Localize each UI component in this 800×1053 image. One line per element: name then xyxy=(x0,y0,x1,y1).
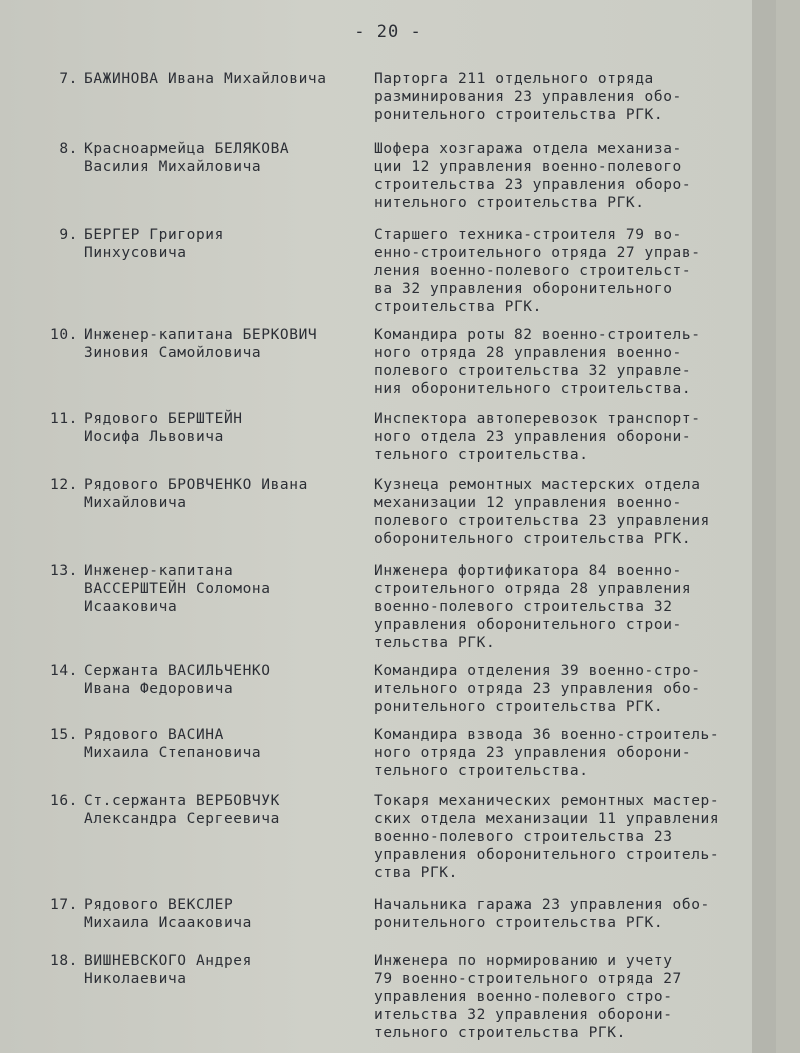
person-name: Рядового БЕРШТЕЙН Иосифа Львовича xyxy=(84,411,243,445)
page-number: - 20 - xyxy=(354,22,422,42)
person-name: БЕРГЕР Григория Пинхусовича xyxy=(84,227,224,261)
position-description: Инженера по нормированию и учету 79 военно-строительного отряда 27 управления военно-полевого стро- ительства 32 управления оборони- тельного строительства РГК. xyxy=(374,953,682,1041)
list-item xyxy=(30,476,770,562)
position-description: Парторга 211 отдельного отряда разминирования 23 управления обо- ронительного строительства РГК. xyxy=(374,71,682,123)
award-list xyxy=(30,70,770,1042)
list-item xyxy=(30,662,770,726)
person-name: ВИШНЕВСКОГО Андрея Николаевича xyxy=(84,953,252,987)
entry-number: 11. xyxy=(50,411,78,427)
person-name: Красноармейца БЕЛЯКОВА Василия Михайловича xyxy=(84,141,290,175)
person-name: Рядового ВАСИНА Михаила Степановича xyxy=(84,727,262,761)
entry-number: 15. xyxy=(50,727,78,743)
entry-number: 12. xyxy=(50,477,78,493)
entry-number: 7. xyxy=(59,71,78,87)
position-description: Командира взвода 36 военно-строитель- ного отряда 23 управления оборони- тельного строительства. xyxy=(374,727,720,779)
list-item xyxy=(30,326,770,410)
list-item xyxy=(30,140,770,226)
person-name: Инженер-капитана ВАССЕРШТЕЙН Соломона Исааковича xyxy=(84,563,271,615)
list-item xyxy=(30,410,770,476)
list-item xyxy=(30,896,770,952)
entry-number: 13. xyxy=(50,563,78,579)
list-item xyxy=(30,226,770,326)
position-description: Начальника гаража 23 управления обо- ронительного строительства РГК. xyxy=(374,897,710,931)
person-name: Сержанта ВАСИЛЬЧЕНКО Ивана Федоровича xyxy=(84,663,271,697)
page-edge xyxy=(752,0,776,1053)
person-name: Рядового ВЕКСЛЕР Михаила Исааковича xyxy=(84,897,252,931)
person-name: БАЖИНОВА Ивана Михайловича xyxy=(84,71,327,87)
entry-number: 14. xyxy=(50,663,78,679)
list-item xyxy=(30,792,770,896)
position-description: Командира отделения 39 военно-стро- ительного отряда 23 управления обо- ронительного строительства РГК. xyxy=(374,663,701,715)
position-description: Токаря механических ремонтных мастер- ских отдела механизации 11 управления военно-полевого строительства 23 управления оборонительного строитель- ства РГК. xyxy=(374,793,720,881)
position-description: Инженера фортификатора 84 военно- строительного отряда 28 управления военно-полевого строительства 32 управления оборонительного строи- тельства РГК. xyxy=(374,563,692,651)
position-description: Старшего техника-строителя 79 во- енно-строительного отряда 27 управ- ления военно-полевого строительст- ва 32 управления оборонительного строительства РГК. xyxy=(374,227,701,315)
list-item xyxy=(30,952,770,1042)
list-item xyxy=(30,562,770,662)
entry-number: 16. xyxy=(50,793,78,809)
list-item xyxy=(30,70,770,140)
position-description: Кузнеца ремонтных мастерских отдела механизации 12 управления военно- полевого строительства 23 управления оборонительного строительства РГК. xyxy=(374,477,710,547)
position-description: Инспектора автоперевозок транспорт- ного отдела 23 управления оборони- тельного строительства. xyxy=(374,411,701,463)
entry-number: 17. xyxy=(50,897,78,913)
person-name: Инженер-капитана БЕРКОВИЧ Зиновия Самойловича xyxy=(84,327,318,361)
person-name: Рядового БРОВЧЕНКО Ивана Михайловича xyxy=(84,477,308,511)
position-description: Шофера хозгаража отдела механиза- ции 12 управления военно-полевого строительства 23 управления оборо- нительного строительства РГК. xyxy=(374,141,692,211)
position-description: Командира роты 82 военно-строитель- ного отряда 28 управления военно- полевого строительства 32 управле- ния оборонительного строительства. xyxy=(374,327,701,397)
person-name: Ст.сержанта ВЕРБОВЧУК Александра Сергеевича xyxy=(84,793,280,827)
entry-number: 9. xyxy=(59,227,78,243)
entry-number: 18. xyxy=(50,953,78,969)
list-item xyxy=(30,726,770,792)
entry-number: 8. xyxy=(59,141,78,157)
entry-number: 10. xyxy=(50,327,78,343)
